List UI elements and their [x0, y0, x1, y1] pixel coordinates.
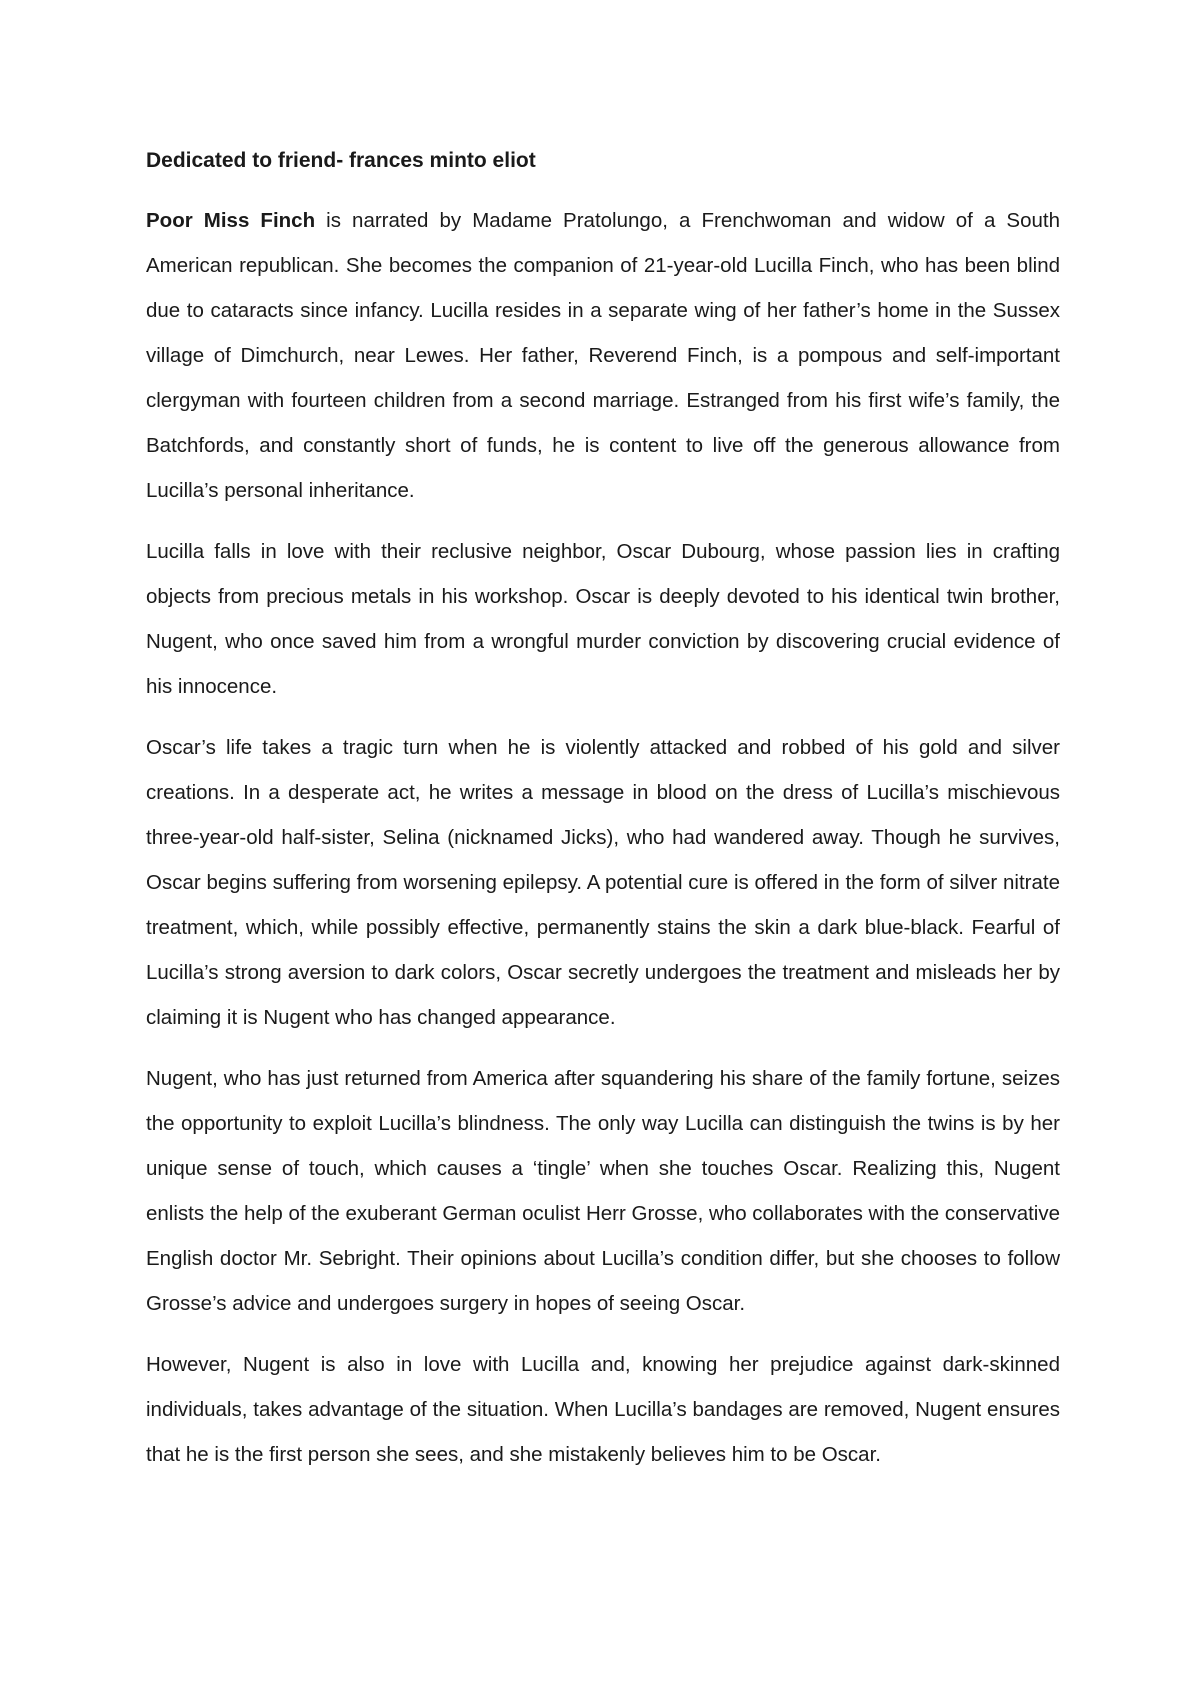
paragraph-4: Nugent, who has just returned from America after squandering his share of the family fortune, seizes the opportunity to exploit Lucilla’s blindness. The only way Lucilla can distinguish the twins is by her unique sense of touch, which causes a ‘tingle’ when she touches Oscar. Realizing this, Nugent enlists the help of the exuberant German oculist Herr Grosse, who collaborates with the conservative English doctor Mr. Sebright. Their opinions about Lucilla’s condition differ, but she chooses to follow Grosse’s advice and undergoes surgery in hopes of seeing Oscar. — [146, 1067, 1060, 1315]
dedication-title: Dedicated to friend- frances minto eliot — [146, 149, 536, 172]
paragraph-3: Oscar’s life takes a tragic turn when he is violently attacked and robbed of his gold and silver creations. In a desperate act, he writes a message in blood on the dress of Lucilla’s mischievous three-year-old half-sister, Selina (nicknamed Jicks), who had wandered away. Though he survives, Oscar begins suffering from worsening epilepsy. A potential cure is offered in the form of silver nitrate treatment, which, while possibly effective, permanently stains the skin a dark blue-black. Fearful of Lucilla’s strong aversion to dark colors, Oscar secretly undergoes the treatment and misleads her by claiming it is Nugent who has changed appearance. — [146, 736, 1060, 1029]
paragraph-2: Lucilla falls in love with their reclusive neighbor, Oscar Dubourg, whose passion lies in crafting objects from precious metals in his workshop. Oscar is deeply devoted to his identical twin brother, Nugent, who once saved him from a wrongful murder conviction by discovering crucial evidence of his innocence. — [146, 540, 1060, 698]
paragraph-1 — [146, 198, 1060, 513]
paragraph-1-text: is narrated by Madame Pratolungo, a Frenchwoman and widow of a South American republican. She becomes the companion of 21-year-old Lucilla Finch, who has been blind due to cataracts since infancy. Lucilla resides in a separate wing of her father’s home in the Sussex village of Dimchurch, near Lewes. Her father, Reverend Finch, is a pompous and self-important clergyman with fourteen children from a second marriage. Estranged from his first wife’s family, the Batchfords, and constantly short of funds, he is content to live off the generous allowance from Lucilla’s personal inheritance. — [146, 209, 1060, 502]
book-title-lead: Poor Miss Finch — [146, 209, 316, 232]
paragraph-5: However, Nugent is also in love with Lucilla and, knowing her prejudice against dark-skinned individuals, takes advantage of the situation. When Lucilla’s bandages are removed, Nugent ensures that he is the first person she sees, and she mistakenly believes him to be Oscar. — [146, 1353, 1060, 1466]
document-body — [146, 146, 1060, 1493]
